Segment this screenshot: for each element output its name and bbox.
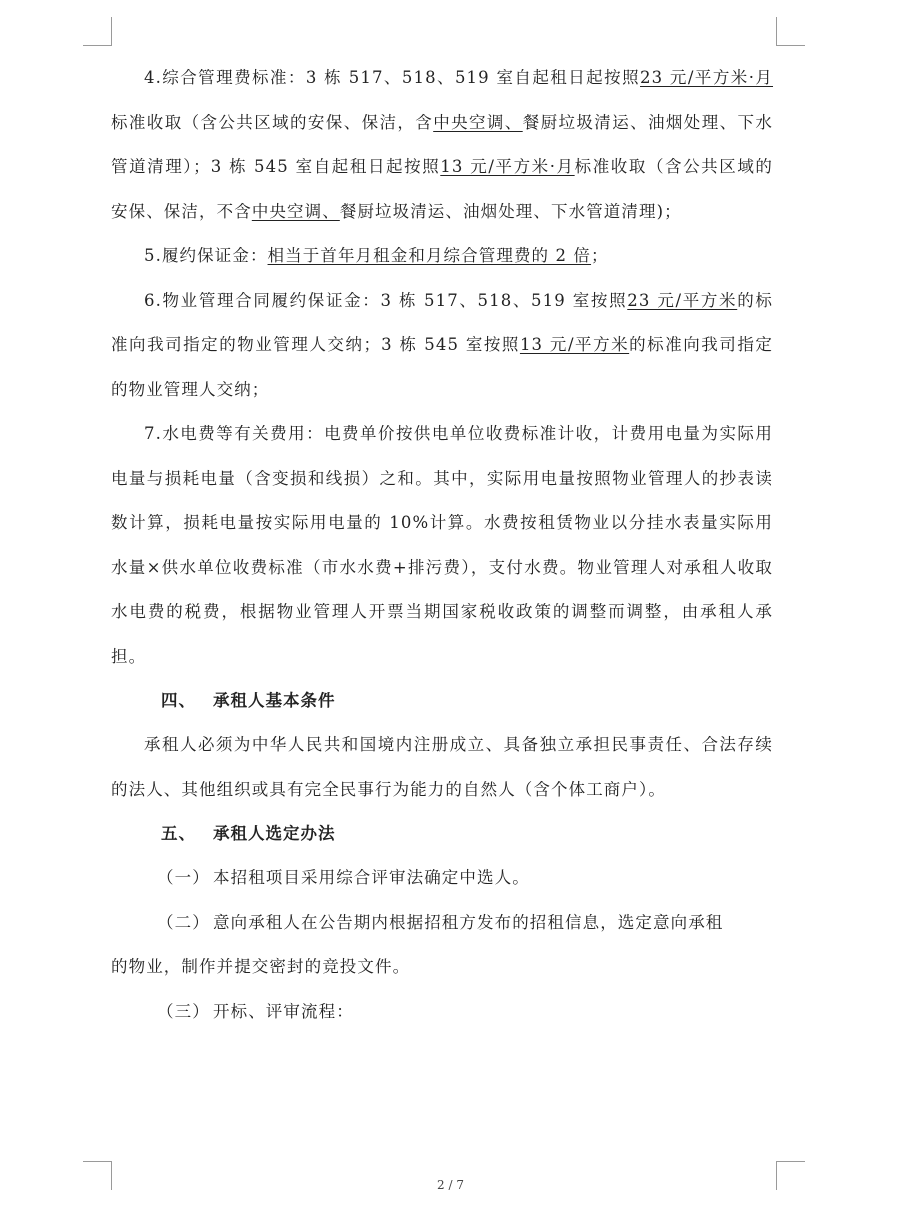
crop-mark-top-left: [83, 17, 112, 46]
rate-underlined: 13 元/平方米·月: [440, 157, 575, 176]
page-number: 2 / 7: [437, 1178, 464, 1192]
ac-underlined: 中央空调、: [251, 201, 340, 221]
rate-underlined: 23 元/平方米: [627, 290, 738, 310]
deposit-underlined: 相当于首年月租金和月综合管理费的 2 倍: [267, 246, 592, 265]
ac-underlined: 中央空调、: [433, 112, 523, 132]
paragraph-management-fee: 4.综合管理费标准：3 栋 517、518、519 室自起租日起按照23 元/平方米·月标准收取（含公共区域的安保、保洁，含中央空调、餐厨垃圾清运、油烟处理、下水管道清理）；3 栋 545 室自起租日起按照13 元/平方米·月标准收取（含公共区域的安保、保洁，不含中央空调、餐厨垃圾清运、油烟处理、下水管道清理)；: [111, 68, 774, 221]
rate-underlined: 23 元/平方米·月: [640, 68, 774, 87]
list-item-continuation: 的物业，制作并提交密封的竞投文件。: [111, 957, 411, 976]
section-heading-5: 五、 承租人选定办法: [161, 824, 336, 843]
paragraph-property-deposit: 6.物业管理合同履约保证金：3 栋 517、518、519 室按照23 元/平方米的标准向我司指定的物业管理人交纳；3 栋 545 室按照13 元/平方米的标准向我司指定的物业管理人交纳；: [111, 290, 773, 399]
document-body: [111, 56, 773, 1034]
rate-underlined: 13 元/平方米: [519, 335, 630, 354]
list-item: （二） 意向承租人在公告期内根据招租方发布的招租信息，选定意向承租: [157, 912, 724, 932]
crop-mark-top-right: [776, 17, 805, 46]
paragraph-utilities: 7.水电费等有关费用：电费单价按供电单位收费标准计收，计费用电量为实际用电量与损耗电量（含变损和线损）之和。其中，实际用电量按照物业管理人的抄表读数计算，损耗电量按实际用电量的 10%计算。水费按租赁物业以分挂水表量实际用水量×供水单位收费标准（市水水费+排污费），支付水费。物业管理人对承租人收取水电费的税费，根据物业管理人开票当期国家税收政策的调整而调整，由承租人承担。: [111, 424, 773, 666]
paragraph-deposit: 5.履约保证金：相当于首年月租金和月综合管理费的 2 倍；: [144, 246, 609, 265]
section-heading-4: 四、 承租人基本条件: [161, 691, 336, 710]
list-item: （三） 开标、评审流程：: [157, 1001, 354, 1021]
list-item: （一） 本招租项目采用综合评审法确定中选人。: [157, 868, 530, 887]
paragraph-tenant-conditions: 承租人必须为中华人民共和国境内注册成立、具备独立承担民事责任、合法存续的法人、其他组织或具有完全民事行为能力的自然人（含个体工商户）。: [111, 735, 773, 799]
